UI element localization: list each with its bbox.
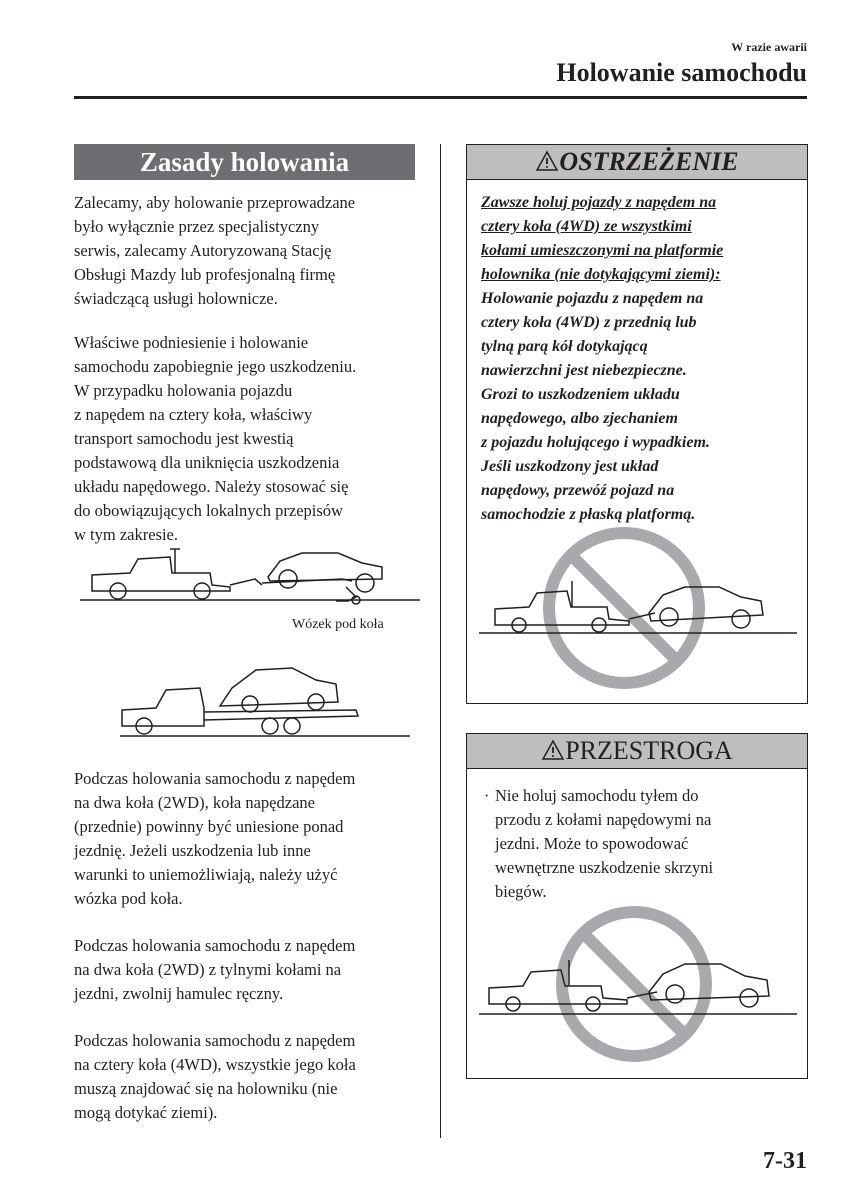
text-line: serwis, zalecamy Autoryzowaną Stację [74, 241, 332, 260]
warning-line: samochodzie z płaską platformą. [481, 506, 696, 523]
bullet-marker: · [484, 786, 490, 805]
flatbed-truck-illustration [120, 662, 410, 742]
warning-line: z pojazdu holującego i wypadkiem. [481, 434, 710, 451]
text-line: W przypadku holowania pojazdu [74, 381, 293, 400]
truck-wheel [284, 718, 300, 734]
text-line: na dwa koła (2WD) z tylnymi kołami na [74, 960, 342, 979]
text-line: Podczas holowania samochodu z napędem [74, 936, 356, 955]
page-number: 7-31 [763, 1148, 807, 1174]
text-line: (przednie) powinny być uniesione ponad [74, 817, 344, 836]
caution-bullet-item [481, 784, 801, 904]
warning-line: Jeśli uszkodzony jest układ [481, 458, 659, 475]
text-line: wózka pod koła. [74, 889, 183, 908]
header-rule [74, 96, 807, 99]
caution-triangle-icon [541, 739, 565, 761]
text-line: do obowiązujących lokalnych przepisów [74, 501, 343, 520]
warning-line: holownika (nie dotykającymi ziemi): [481, 266, 721, 283]
car-wheel [356, 574, 374, 592]
warning-line: kołami umieszczonymi na platformie [481, 242, 724, 259]
tow-truck-dolly-illustration [80, 545, 420, 615]
text-line: transport samochodu jest kwestią [74, 429, 294, 448]
warning-line: tylną parą kół dotykającą [481, 338, 648, 355]
text-line: świadczącą usługi holownicze. [74, 289, 278, 308]
warning-title-bar [467, 145, 807, 180]
text-line: na dwa koła (2WD), koła napędzane [74, 793, 315, 812]
text-line: w tym zakresie. [74, 525, 179, 544]
caution-line: biegów. [495, 882, 547, 901]
warning-line: Holowanie pojazdu z napędem na [481, 290, 704, 307]
warning-line: napędowego, albo zjechaniem [481, 410, 678, 427]
caution-line: Nie holuj samochodu tyłem do [495, 786, 699, 805]
towed-car-body [268, 553, 382, 581]
text-line: Podczas holowania samochodu z napędem [74, 769, 356, 788]
warning-title: OSTRZEŻENIE [559, 147, 739, 176]
text-line: na cztery koła (4WD), wszystkie jego koła [74, 1055, 356, 1074]
flatbed-platform [204, 710, 358, 720]
truck-wheel [262, 718, 278, 734]
warning-box [466, 144, 808, 704]
warning-line: cztery koła (4WD) ze wszystkimi [481, 218, 692, 235]
flatbed-cab [122, 688, 204, 726]
text-line: samochodu zapobiegnie jego uszkodzeniu. [74, 357, 357, 376]
caution-line: jezdni. Może to spowodować [495, 834, 689, 853]
warning-line: napędowy, przewóź pojazd na [481, 482, 675, 499]
paragraph-2wd-front [74, 767, 419, 911]
prohibited-4wd-towing-illustration [479, 523, 797, 693]
text-line: mogą dotykać ziemi). [74, 1103, 218, 1122]
paragraph-4wd [74, 1029, 419, 1125]
dolly-caption: Wózek pod koła [292, 617, 384, 632]
text-line: muszą znajdować się na holowniku (nie [74, 1079, 338, 1098]
text-line: jezdni, zwolnij hamulec ręczny. [74, 984, 284, 1003]
page-title: Holowanie samochodu [556, 58, 807, 87]
text-line: warunki to uniemożliwiają, należy użyć [74, 865, 338, 884]
text-line: Obsługi Mazdy lub profesjonalną firmę [74, 265, 336, 284]
car-on-flatbed [220, 668, 338, 706]
text-line: jezdnię. Jeżeli uszkodzenia lub inne [74, 841, 311, 860]
car-wheel-on-dolly [279, 570, 297, 588]
warning-line: nawierzchni jest niebezpieczne. [481, 362, 687, 379]
text-line: podstawową dla uniknięcia uszkodzenia [74, 453, 340, 472]
text-line: układu napędowego. Należy stosować się [74, 477, 349, 496]
section-label: W razie awarii [731, 40, 807, 54]
text-line: było wyłącznie przez specjalistyczny [74, 217, 320, 236]
warning-text [481, 191, 801, 527]
paragraph-recommendation [74, 191, 419, 311]
caution-text [481, 784, 801, 904]
caution-line: wewnętrzne uszkodzenie skrzyni [495, 858, 714, 877]
paragraph-2wd-rear [74, 934, 419, 1006]
warning-line: Zawsze holuj pojazdy z napędem na [481, 194, 717, 211]
text-line: Podczas holowania samochodu z napędem [74, 1031, 356, 1050]
prohibited-reverse-towing-illustration [479, 906, 797, 1066]
caution-line: przodu z kołami napędowymi na [495, 810, 712, 829]
caution-box [466, 733, 808, 1079]
text-line: Zalecamy, aby holowanie przeprowadzane [74, 193, 356, 212]
caution-title-bar [467, 734, 807, 769]
warning-triangle-icon [535, 150, 559, 172]
column-divider [440, 144, 441, 1138]
warning-line: Grozi to uszkodzeniem układu [481, 386, 680, 403]
caution-title: PRZESTROGA [565, 736, 733, 765]
paragraph-proper-towing [74, 331, 419, 547]
section-heading: Zasady holowania [74, 144, 415, 180]
wheel-dolly [336, 587, 356, 601]
warning-line: cztery koła (4WD) z przednią lub [481, 314, 697, 331]
text-line: z napędem na cztery koła, właściwy [74, 405, 313, 424]
text-line: Właściwe podniesienie i holowanie [74, 333, 309, 352]
